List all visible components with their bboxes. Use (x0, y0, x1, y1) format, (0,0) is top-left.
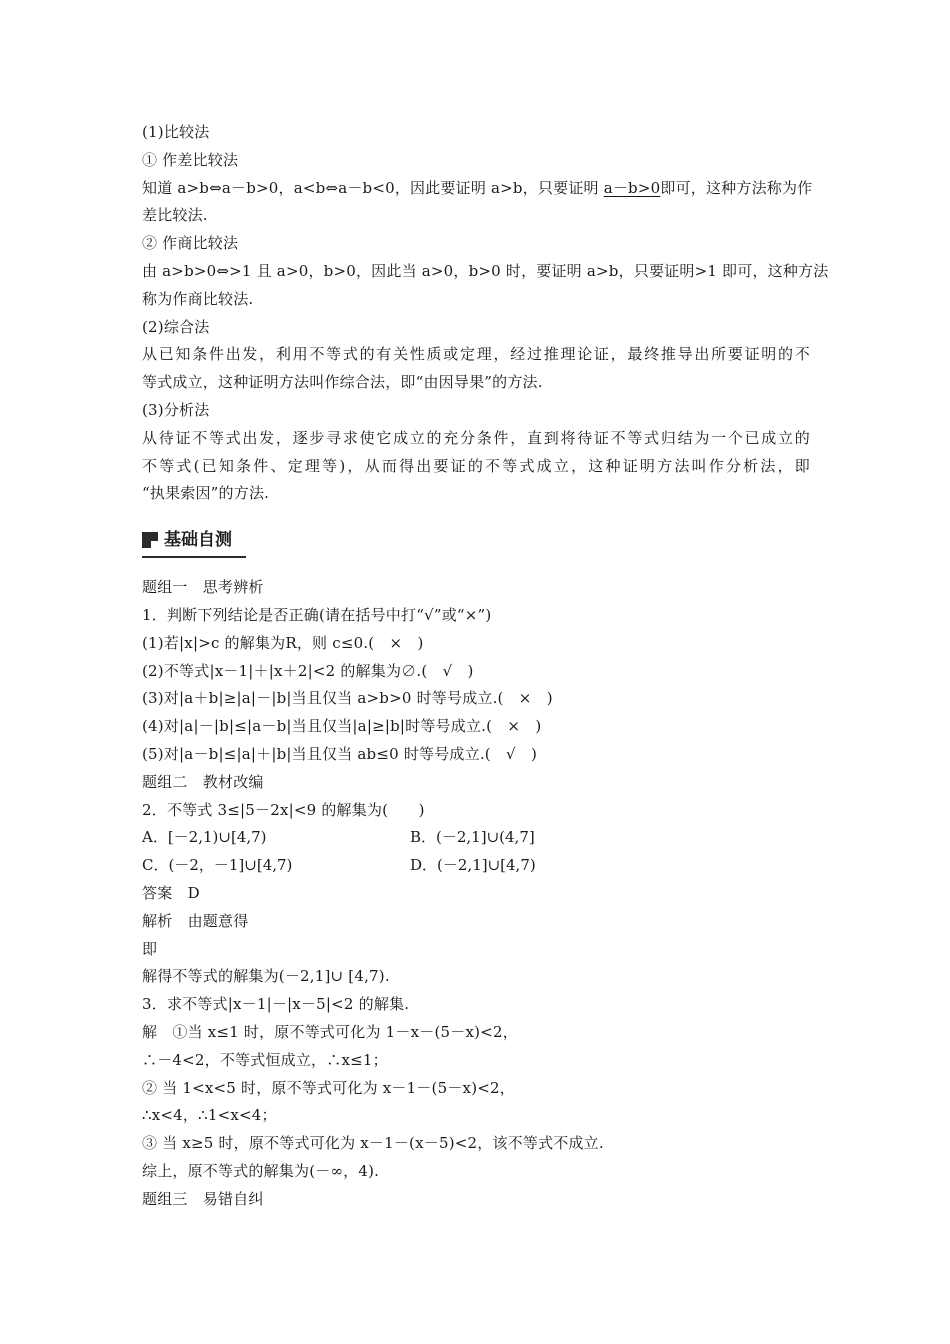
question-1-item-5: (5)对|a－b|≤|a|＋|b|当且仅当 ab≤0 时等号成立.( √ ) (142, 744, 538, 763)
section-underline (142, 556, 246, 558)
underlined-condition: a－b>0 (603, 178, 661, 197)
question-1-item-3: (3)对|a＋b|≥|a|－|b|当且仅当 a>b>0 时等号成立.( × ) (142, 689, 553, 708)
question-1: 1．判断下列结论是否正确(请在括号中打“√”或“×”) (142, 605, 492, 624)
question-1-item-2: (2)不等式|x－1|＋|x＋2|<2 的解集为∅.( √ ) (142, 661, 474, 680)
question-1-item-4: (4)对|a|－|b|≤|a－b|当且仅当|a|≥|b|时等号成立.( × ) (142, 717, 542, 736)
solution-step-2: ∴－4<2，不等式恒成立，∴x≤1； (142, 1050, 388, 1069)
paragraph-analysis-1: 从待证不等式出发，逐步寻求使它成立的充分条件，直到将待证不等式归结为一个已成立的 (142, 428, 810, 447)
heading-analysis-method: (3)分析法 (142, 400, 210, 419)
text-span: 知道 a>b⇔a－b>0，a<b⇔a－b<0，因此要证明 a>b，只要证明 (142, 178, 604, 197)
paragraph-difference-2: 差比较法. (142, 206, 208, 225)
section-square-icon (142, 532, 158, 548)
question-1-item-1: (1)若|x|>c 的解集为R，则 c≤0.( × ) (142, 633, 424, 652)
paragraph-synthesis-2: 等式成立，这种证明方法叫作综合法，即“由因导果”的方法. (142, 373, 543, 392)
text-span: 即可，这种方法称为作 (660, 178, 813, 197)
analysis-ji: 即 (142, 939, 158, 958)
paragraph-difference-1 (142, 175, 813, 203)
group-three-title: 题组三 易错自纠 (142, 1189, 264, 1208)
paragraph-analysis-2: 不等式(已知条件、定理等)，从而得出要证的不等式成立，这种证明方法叫作分析法，即 (142, 456, 810, 475)
option-a: A．[－2,1)∪[4,7) (142, 828, 267, 847)
paragraph-analysis-3: “执果索因”的方法. (142, 484, 270, 503)
heading-comparison-method: (1)比较法 (142, 123, 210, 141)
answer: 答案 D (142, 883, 200, 902)
heading-difference-comparison: ① 作差比较法 (142, 150, 239, 169)
paragraph-synthesis-1: 从已知条件出发，利用不等式的有关性质或定理，经过推理论证，最终推导出所要证明的不 (142, 345, 810, 364)
section-title: 基础自测 (164, 530, 232, 551)
analysis-result: 解得不等式的解集为(－2,1]∪ [4,7). (142, 967, 390, 986)
heading-synthesis-method: (2)综合法 (142, 317, 210, 336)
question-3: 3．求不等式|x－1|－|x－5|<2 的解集. (142, 995, 410, 1014)
solution-step-5: ③ 当 x≥5 时，原不等式可化为 x－1－(x－5)<2，该不等式不成立. (142, 1134, 604, 1153)
solution-conclusion: 综上，原不等式的解集为(－∞，4). (142, 1161, 380, 1180)
question-2: 2．不等式 3≤|5－2x|<9 的解集为( ) (142, 800, 425, 819)
document-page (142, 119, 829, 1213)
group-two-title: 题组二 教材改编 (142, 772, 264, 791)
options-row-2 (142, 852, 810, 880)
options-row-1 (142, 824, 810, 852)
option-c: C．(－2，－1]∪[4,7) (142, 856, 293, 875)
group-one-title: 题组一 思考辨析 (142, 578, 264, 597)
option-d: D．(－2,1]∪[4,7) (410, 856, 536, 875)
solution-step-3: ② 当 1<x<5 时，原不等式可化为 x－1－(5－x)<2， (142, 1078, 515, 1097)
solution-step-1: 解 ①当 x≤1 时，原不等式可化为 1－x－(5－x)<2， (142, 1022, 518, 1041)
section-header (142, 526, 810, 558)
heading-quotient-comparison: ② 作商比较法 (142, 234, 239, 253)
solution-step-4: ∴x<4，∴1<x<4； (142, 1106, 277, 1125)
paragraph-quotient-2: 称为作商比较法. (142, 289, 254, 308)
option-b: B．(－2,1]∪(4,7] (410, 828, 535, 847)
paragraph-quotient-1: 由 a>b>0⇔>1 且 a>0，b>0，因此当 a>0，b>0 时，要证明 a>b，只要证明>1 即可，这种方法 (142, 261, 829, 280)
analysis: 解析 由题意得 (142, 911, 249, 930)
